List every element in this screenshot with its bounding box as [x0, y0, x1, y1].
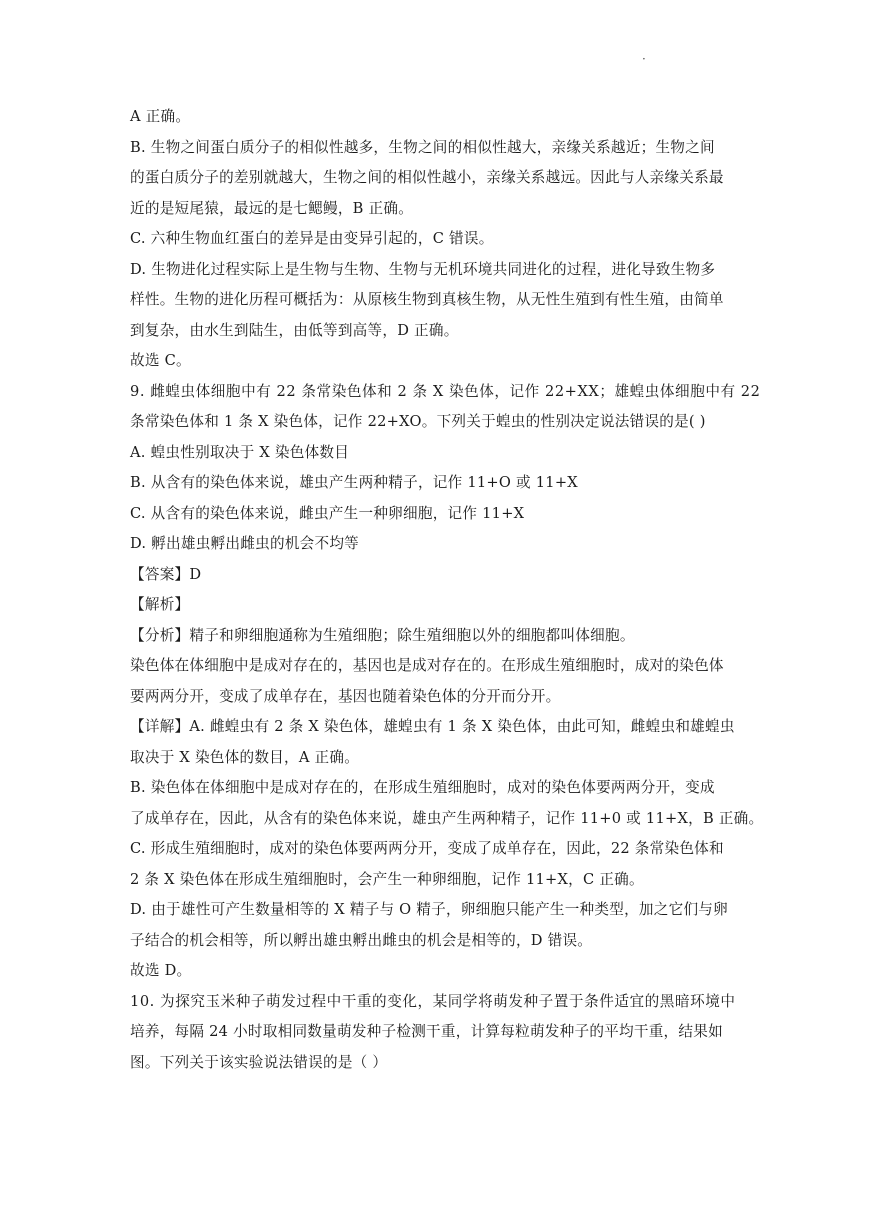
question-10-line: 10. 为探究玉米种子萌发过程中干重的变化，某同学将萌发种子置于条件适宜的黑暗环境中: [130, 992, 736, 1010]
text-line: B. 染色体在体细胞中是成对存在的，在形成生殖细胞时，成对的染色体要两两分开，变成: [130, 779, 715, 796]
question-10-line: 培养，每隔 24 小时取相同数量萌发种子检测干重，计算每粒萌发种子的平均干重，结果如: [130, 1023, 723, 1040]
text-line: 样性。生物的进化历程可概括为：从原核生物到真核生物，从无性生殖到有性生殖，由简单: [130, 291, 724, 308]
text-line: 2 条 X 染色体在形成生殖细胞时，会产生一种卵细胞，记作 11+X，C 正确。: [130, 870, 644, 888]
text-line: A 正确。: [130, 108, 191, 125]
text-line: C. 形成生殖细胞时，成对的染色体要两两分开，变成了成单存在，因此，22 条常染色体和: [130, 840, 724, 857]
text-line: B. 生物之间蛋白质分子的相似性越多，生物之间的相似性越大，亲缘关系越近；生物之间: [130, 138, 715, 156]
text-line: C. 六种生物血红蛋白的差异是由变异引起的，C 错误。: [130, 230, 494, 247]
text-line: 故选 D。: [130, 962, 192, 979]
text-line: 染色体在体细胞中是成对存在的，基因也是成对存在的。在形成生殖细胞时，成对的染色体: [130, 657, 724, 674]
text-line: 到复杂，由水生到陆生，由低等到高等，D 正确。: [130, 321, 459, 339]
text-line: D. 生物进化过程实际上是生物与生物、生物与无机环境共同进化的过程，进化导致生物多: [130, 260, 716, 278]
option-d: D. 孵出雄虫孵出雌虫的机会不均等: [130, 535, 360, 552]
text-line: 取决于 X 染色体的数目，A 正确。: [130, 748, 360, 766]
text-line: 近的是短尾猿，最远的是七鳃鳗，B 正确。: [130, 199, 414, 217]
question-9-line: 9. 雌蝗虫体细胞中有 22 条常染色体和 2 条 X 染色体，记作 22+XX；雄蝗虫体细胞中有 22: [130, 382, 761, 400]
analysis-heading: 【解析】: [130, 596, 190, 613]
text-line: 了成单存在，因此，从含有的染色体来说，雄虫产生两种精子，记作 11+0 或 11+X，B 正确。: [130, 809, 764, 827]
text-line: 子结合的机会相等，所以孵出雄虫孵出雌虫的机会是相等的，D 错误。: [130, 931, 593, 949]
text-line: 的蛋白质分子的差别就越大，生物之间的相似性越小，亲缘关系越远。因此与人亲缘关系最: [130, 169, 724, 186]
answer-line: 【答案】D: [130, 565, 202, 583]
option-c: C. 从含有的染色体来说，雌虫产生一种卵细胞，记作 11+X: [130, 504, 525, 522]
header-mark: ·: [642, 52, 646, 66]
option-a: A. 蝗虫性别取决于 X 染色体数目: [130, 443, 350, 461]
text-line: 故选 C。: [130, 352, 191, 369]
document-body: [130, 102, 764, 1078]
question-9-line: 条常染色体和 1 条 X 染色体，记作 22+XO。下列关于蝗虫的性别决定说法错误的是( ): [130, 413, 706, 430]
text-line: 【分析】精子和卵细胞通称为生殖细胞；除生殖细胞以外的细胞都叫体细胞。: [130, 626, 635, 644]
text-line: 【详解】A. 雌蝗虫有 2 条 X 染色体，雄蝗虫有 1 条 X 染色体，由此可知，雌蝗虫和雄蝗虫: [130, 718, 735, 735]
question-10-line: 图。下列关于该实验说法错误的是（ ）: [130, 1053, 388, 1071]
text-line: 要两两分开，变成了成单存在，基因也随着染色体的分开而分开。: [130, 687, 561, 705]
option-b: B. 从含有的染色体来说，雄虫产生两种精子，记作 11+O 或 11+X: [130, 474, 578, 491]
text-line: D. 由于雄性可产生数量相等的 X 精子与 O 精子，卵细胞只能产生一种类型，加之它们与卵: [130, 901, 728, 918]
